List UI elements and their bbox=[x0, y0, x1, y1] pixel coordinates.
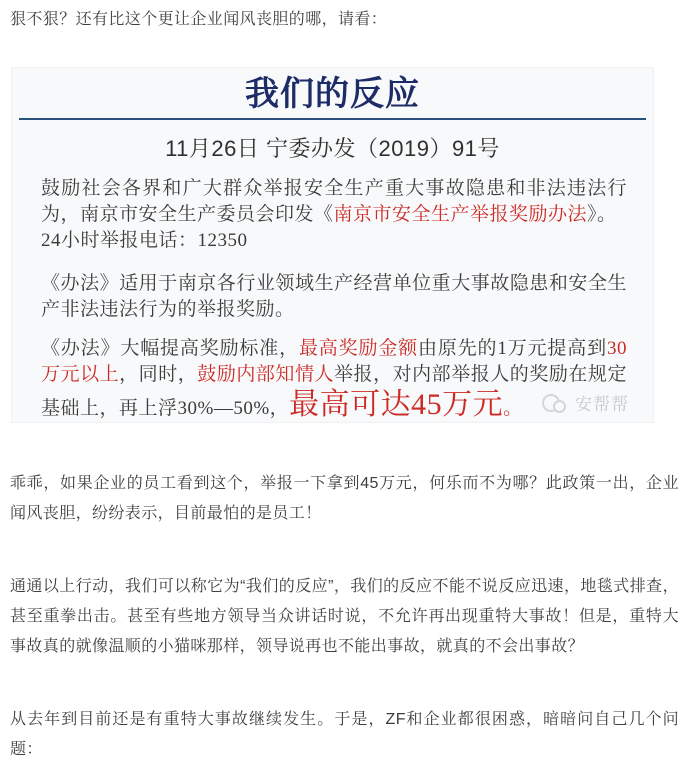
watermark-text: 安帮帮 bbox=[575, 395, 629, 414]
hotline-line: 24小时举报电话：12350 bbox=[41, 230, 248, 251]
article-paragraph-3: 从去年到目前还是有重特大事故继续发生。于是，ZF和企业都很困惑，暗暗问自己几个问题： bbox=[10, 711, 679, 758]
anbangbang-logo-icon bbox=[542, 392, 569, 413]
watermark bbox=[542, 390, 629, 415]
article-paragraph-1: 乖乖，如果企业的员工看到这个，举报一下拿到45万元，何乐而不为哪？此政策一出，企业闻风丧胆，纷纷表示，目前最怕的是员工！ bbox=[10, 475, 679, 522]
document-number: 11月26日 宁委办发（2019）91号 bbox=[165, 136, 500, 161]
article-body bbox=[10, 469, 679, 765]
article-paragraph-2: 通通以上行动，我们可以称它为“我们的反应”，我们的反应不能不说反应迅速，地毯式排查，甚至重拳出击。甚至有些地方领导当众讲话时说，不允许再出现重特大事故！但是，重特大事故真的就像温顺的小猫咪那样，领导说再也不能出事故，就真的不会出事故？ bbox=[10, 578, 679, 655]
intro-paragraph: 狠不狠？还有比这个更让企业闻风丧胆的哪，请看： bbox=[10, 11, 388, 28]
article-page bbox=[0, 9, 689, 765]
card-paragraph-announce: 鼓励社会各界和广大群众举报安全生产重大事故隐患和非法违法行为，南京市安全生产委员会印发《南京市安全生产举报奖励办法》。 bbox=[41, 178, 627, 225]
title-divider bbox=[19, 118, 646, 120]
policy-notice-image[interactable] bbox=[11, 67, 654, 423]
card-title: 我们的反应 bbox=[245, 75, 420, 113]
card-paragraph-scope: 《办法》适用于南京各行业领域生产经营单位重大事故隐患和安全生产非法违法行为的举报奖励。 bbox=[41, 273, 627, 320]
card-body bbox=[41, 176, 627, 422]
card-paragraph-reward: 《办法》大幅提高奖励标准，最高奖励金额由原先的1万元提高到30万元以上，同时，鼓励内部知情人举报，对内部举报人的奖励在规定基础上，再上浮30%—50%，最高可达45万元。 bbox=[41, 338, 627, 421]
